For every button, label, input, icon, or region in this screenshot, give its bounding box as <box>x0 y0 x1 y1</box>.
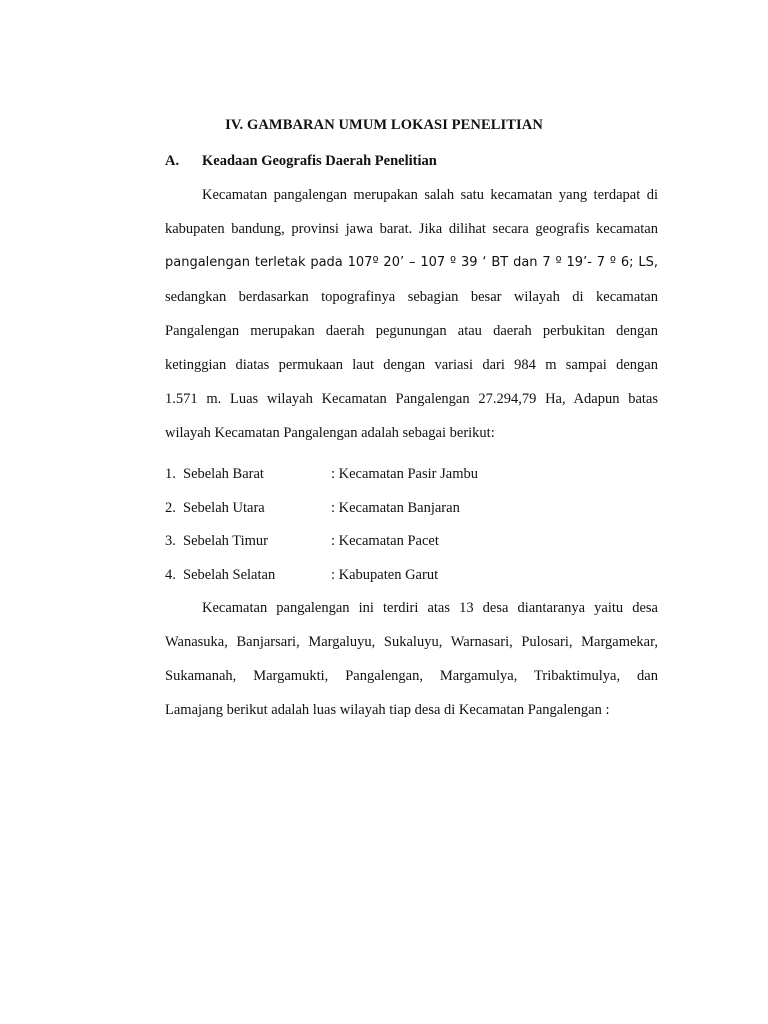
list-item-label: Sebelah Barat <box>183 466 264 482</box>
paragraph-line: Lamajang berikut adalah luas wilayah tiap desa di Kecamatan Pangalengan : <box>165 702 610 718</box>
chapter-title: IV. GAMBARAN UMUM LOKASI PENELITIAN <box>225 117 543 133</box>
section-title: Keadaan Geografis Daerah Penelitian <box>202 153 437 169</box>
list-item-label: Sebelah Selatan <box>183 567 276 583</box>
paragraph-line: Kecamatan pangalengan merupakan salah satu kecamatan yang terdapat di <box>202 187 658 203</box>
section-heading <box>165 153 437 170</box>
paragraph-line: ketinggian diatas permukaan laut dengan variasi dari 984 m sampai dengan <box>165 357 658 373</box>
paragraph-line: Pangalengan merupakan daerah pegunungan atau daerah perbukitan dengan <box>165 323 658 339</box>
list-item-value: : Kecamatan Pasir Jambu <box>331 466 478 482</box>
list-item-label: Sebelah Timur <box>183 533 268 549</box>
list-item-label: Sebelah Utara <box>183 500 265 516</box>
paragraph-line: pangalengan terletak pada 107º 20’ – 107 º 39 ‘ BT dan 7 º 19’- 7 º 6; LS, <box>165 255 658 270</box>
paragraph-line: Wanasuka, Banjarsari, Margaluyu, Sukaluyu, Warnasari, Pulosari, Margamekar, <box>165 634 658 650</box>
paragraph-line: 1.571 m. Luas wilayah Kecamatan Pangalengan 27.294,79 Ha, Adapun batas <box>165 391 658 407</box>
paragraph-line: sedangkan berdasarkan topografinya sebagian besar wilayah di kecamatan <box>165 289 658 305</box>
section-number: A. <box>165 153 180 169</box>
list-item-value: : Kabupaten Garut <box>331 567 439 583</box>
list-item-number: 1. <box>165 466 176 482</box>
paragraph-line: wilayah Kecamatan Pangalengan adalah sebagai berikut: <box>165 425 495 441</box>
list-item-number: 2. <box>165 500 176 516</box>
paragraph-line: kabupaten bandung, provinsi jawa barat. Jika dilihat secara geografis kecamatan <box>165 221 658 237</box>
paragraph-line: Kecamatan pangalengan ini terdiri atas 13 desa diantaranya yaitu desa <box>202 600 658 616</box>
list-item-number: 3. <box>165 533 176 549</box>
list-item-value: : Kecamatan Banjaran <box>331 500 460 516</box>
list-item-value: : Kecamatan Pacet <box>331 533 439 549</box>
list-item-number: 4. <box>165 567 176 583</box>
paragraph-line: Sukamanah, Margamukti, Pangalengan, Margamulya, Tribaktimulya, dan <box>165 668 658 684</box>
